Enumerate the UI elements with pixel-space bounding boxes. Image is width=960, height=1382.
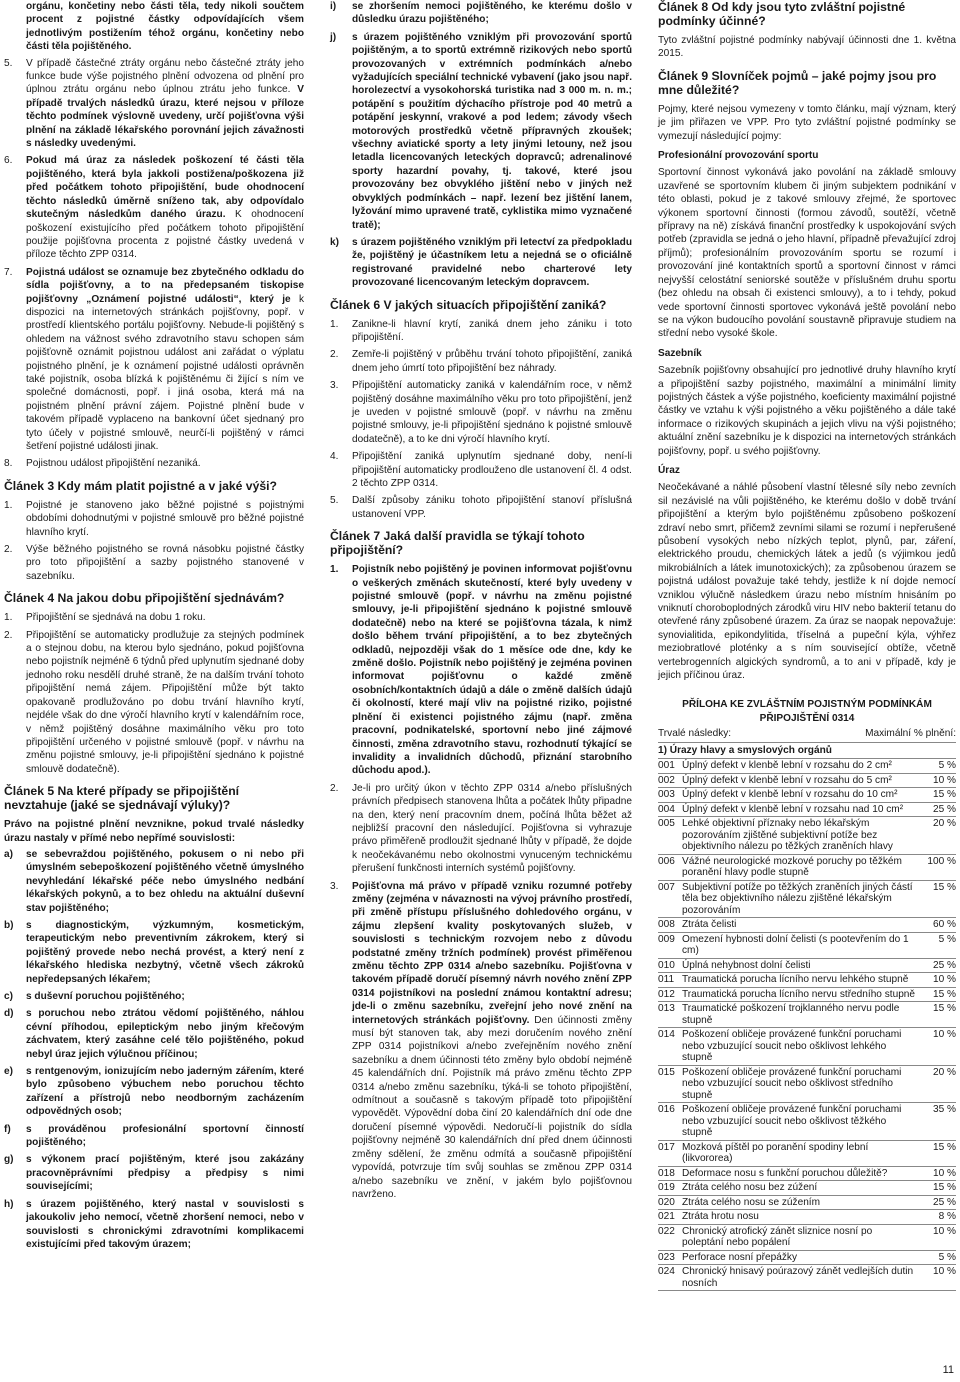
row-desc: Mozková píštěl po poranění spodiny lební (likvororea) <box>682 1141 869 1165</box>
term-rate-table-def: Sazebník pojišťovny obsahující pro jednotlivé druhy hlavního krytí a připojištění sazby pojistného, maximální a minimální limity pojistných částek a výše pojistného, koeficienty maximální pojistné částky ve vztahu k výši pojistného a věku pojištěného a dále také informace o rizikových skupinách a jejich vlivu na výši pojistného; aktuální znění sazebníku je k dispozici na internetových stránkách pojišťovny, popř. u svého pojišťovny. <box>658 365 956 457</box>
column-left <box>4 0 304 1255</box>
article-7-item-1: 1. Pojistník nebo pojištěný je povinen informovat pojišťovnu o veškerých změnách skutečností, které byly uvedeny v pojistné smlouvě (popř. v návrhu na změnu pojistné smlouvy, je-li připojištění sjednáno k pojistné smlouvě dodatečně) nebo na které se pojišťovna tázala, k nimž došlo během trvání připojištění, a to bez zbytečných odkladů, nejpozději však do 1 měsíce ode dne, kdy ke změně došlo. Pojistník nebo pojištěný je zejména povinen informovat pojišťovnu o každé změně osobních/kontaktních údajů a dále o změně dalších údajů či okolností, které mají vliv na pojistné riziko, pojistné plnění či existenci pojistného zájmu (např. změna pracovní, podnikatelské, sportovní nebo jiné zájmové činnosti, změna zdravotního stavu, rozhodnutí týkající se invalidity a invalidních důchodů, přiznání starobního důchodu apod.). <box>330 564 632 777</box>
row-desc: Poškození obličeje provázené funkční poruchami nebo vzbuzující soucit nebo ošklivost středního stupně <box>682 1066 902 1101</box>
row-desc: Úplný defekt v klenbě lební v rozsahu do 5 cm² <box>682 774 892 786</box>
article-6-item-3: 3. Připojištění automaticky zaniká v kalendářním roce, v němž pojištěný dosáhne maximálního věku pro toto připojištění, jenž je uveden v pojistné smlouvě (popř. v návrhu na změnu pojistné smlouvy, je-li připojištění sjednáno k pojistné smlouvě dodatečně), a to ke dni výročí hlavního krytí. <box>330 380 632 445</box>
table-row <box>658 959 956 974</box>
row-pct: 25 % <box>932 803 956 815</box>
row-desc: Traumatická porucha lícního nervu středního stupně <box>682 988 916 1000</box>
row-code: 019 <box>658 1182 675 1194</box>
exclusion-a: a) se sebevraždou pojištěného, pokusem o ni nebo při úmyslném sebepoškození pojištěného včetně úmyslného nevyhledání lékařské péče nebo úmyslného nedbání lékařských pokynů, a to bez ohledu na aktuální duševní stav pojištěného; <box>4 848 304 914</box>
row-pct: 10 % <box>932 1029 956 1041</box>
row-code: 018 <box>658 1167 675 1179</box>
table-row <box>658 973 956 988</box>
exclusion-j: j) s úrazem pojištěného vzniklým při provozování sportů pojištěným, a to sportů extrémně rizikových nebo sportů provozovaných v extrémních podmínkách a/nebo vyžadujících speciální technické vybavení (jako jsou např. horolezectví a vysokohorská turistika nad 3 000 m. n. m.; potápění s použitím dýchacího přístroje pod 40 metrů a potápění jeskynní, vrakové a pod ledem; závody všech motorových prostředků včetně přípravných zkoušek; všechny aviatické sporty a lety jinými letouny, než jsou letadla licencovaných leteckých dopravců; adrenalinové sporty hazardní povahy, tj. takové, které jsou provozovány bez obvyklého jištění nebo v jiných než obvyklých podmínkách – např. lezení bez jištění lanem, lyžování mimo upravené tratě, cyklistika mimo vyznačené tratě); <box>330 31 632 231</box>
exclusion-h: h) s úrazem pojištěného, který nastal v souvislosti s jakoukoliv jeho nemocí, včetně zhoršení nemoci, nebo v souvislosti s chronickými zdravotními komplikacemi existujícími před takovým úrazem; <box>4 1198 304 1250</box>
article-2-item-5: 5. V případě částečné ztráty orgánu nebo částečné ztráty jeho funkce bude výše pojistného plnění odvozena od plnění pro úplnou ztrátu orgánu nebo úplnou ztrátu jeho funkce. V případě trvalých následků úrazu, které nejsou v příloze těchto podmínek výslovně uvedeny, určí pojišťovna výši plnění na základě lékařského porovnání jejich závažnosti s následky uvedenými. <box>4 57 304 150</box>
term-injury-def: Neočekávané a náhlé působení vlastní tělesné síly nebo zevních sil nezávislé na vůli pojištěného, ke kterému došlo v době trvání připojištění a kterým bylo pojištěnému způsobeno poškození zdraví nebo smrt, přičemž zevními silami se rozumí i nepřerušené působení vysokých nebo nízkých teplot, plynů, par, záření, elektrického proudu, chemických látek a jedů (s výjimkou jedů mikrobiálních a látek imunotoxických); za způsobenou úrazem se pojistná událost považuje také tehdy, jestliže k ní dojde nemocí vzniklou výlučně následkem úrazu nebo místním hnisáním po vniknutí choroboplodných zárodků viru HIV nebo bakterií tetanu do otevřené rány způsobené úrazem. Za úraz se naopak nepovažuje: synovialitida, epikondylitida, tříselná a pupeční kýla, výhřez meziobratlové ploténky a s ním související obtíže, včetně vertebrogenních algických syndromů, a to ani v případě, kdy je jejich příčinou úraz. <box>658 482 956 682</box>
row-desc: Poškození obličeje provázené funkční poruchami nebo vzbuzující soucit nebo ošklivost lehkého stupně <box>682 1029 902 1064</box>
row-desc: Deformace nosu s funkční poruchou důležitě? <box>682 1167 888 1179</box>
row-pct: 20 % <box>932 818 956 830</box>
column-middle <box>330 0 632 1205</box>
row-desc: Ztráta celého nosu bez zúžení <box>682 1182 818 1194</box>
row-code: 010 <box>658 959 675 971</box>
row-pct: 15 % <box>932 1182 956 1194</box>
row-pct: 10 % <box>932 774 956 786</box>
article-7-item-3: 3. Pojišťovna má právo v případě vzniku rozumné potřeby změny (zejména v návaznosti na vývoj právního prostředí, při změně přístupu příslušného dohledového orgánu, v zájmu zlepšení kvality poskytovaných služeb, v souvislosti s technickým rozvojem nebo z důvodu podstatné změny tržních podmínek) provést přiměřenou změnu těchto ZPP 0314 a/nebo sazebníku. Pojišťovna v takovém případě doručí písemný návrh nového znění ZPP 0314 pojistníkovi na poslední známou kontaktní adresu; jde-li o změnu sazebníku, zveřejní jeho nové znění na internetových stránkách pojišťovny. Den účinnosti změny musí být stanoven tak, aby mezi doručením nového znění ZPP 0314 pojistníkovi a/nebo zveřejněním nového znění sazebníku a dnem účinnosti této změny bylo období nejméně 45 kalendářních dní. Pojistník má právo změnu těchto ZPP 0314 a/nebo změnu sazebníku, týká-li se tohoto připojištění, odmítnout a současně s takovým případě toto připojištění vypovědět. Výpovědní doba činí 20 kalendářních dní ode dne doručení písemné výpovědi. Nedoručí-li pojistník do sídla pojišťovny nejméně 30 kalendářních dní před dnem účinnosti změny sdělení, že změnu odmítá a současně připojištění vypovídá, potvrzuje tím svůj souhlas se změnou ZPP 0314 a/nebo sazebníku ve znění, v jakém bylo pojišťovnou navrženo. <box>330 880 632 1200</box>
row-pct: 5 % <box>938 1251 956 1263</box>
table-row <box>658 803 956 818</box>
row-pct: 15 % <box>932 789 956 801</box>
row-pct: 8 % <box>938 1211 956 1223</box>
page-number: 11 <box>942 1364 954 1376</box>
table-row <box>658 1141 956 1167</box>
row-desc: Lehké objektivní příznaky nebo lékařským pozorováním zjištěné subjektivní potíže bez objektivního nálezu po těžkých zraněních hlavy <box>682 818 893 853</box>
table-row <box>658 1066 956 1104</box>
table-row <box>658 933 956 959</box>
table-row <box>658 1251 956 1266</box>
row-desc: Omezení hybnosti dolní čelisti (s pootevřením do 1 cm) <box>682 933 909 957</box>
table-row <box>658 1210 956 1225</box>
row-code: 005 <box>658 818 675 830</box>
article-3-item-2: 2. Výše běžného pojistného se rovná násobku pojistné částky pro toto připojištění a sazby pojistného stanovené v sazebníku. <box>4 544 304 582</box>
row-code: 001 <box>658 760 675 772</box>
article-5-intro: Právo na pojistné plnění nevznikne, pokud trvalé následky úrazu nastaly v přímé nebo nepřímé souvislosti: <box>4 819 304 844</box>
article-3-item-1: 1. Pojistné je stanoveno jako běžné pojistné s pojistnými obdobími dohodnutými v pojistné smlouvě pro běžné pojistné hlavního krytí. <box>4 499 304 538</box>
table-row <box>658 1103 956 1141</box>
row-code: 016 <box>658 1104 675 1116</box>
term-professional-sport-def: Sportovní činnost vykonává jako povolání na základě smlouvy uzavřené se sportovním klubem či jiným subjektem podnikání v této oblasti, pokud je z takové smlouvy zřejmé, že sportovec výkonem sportovní činnosti (formou závodů, soutěží, včetně přípravy na ně) získává finanční prostředky k uspokojování svých potřeb (zpravidla se jedná o jeho hlavní, případně převažující zdroj příjmů); profesionálním provozováním sportu se rozumí i provozování jiné kontaktních sportů a sportovní činnost v rámci nejvyšší celostátní seniorské soutěže v příslušném druhu sportu (bez ohledu na obsah či existenci smlouvy), a to i tehdy, pokud vede sportovní činnosti sportovec vykonává ještě povolání nebo se na výkon budoucího povolání soustavně připravuje studiem na střední nebo vysoké škole. <box>658 167 956 340</box>
article-7-heading: Článek 7 Jaká další pravidla se týkají tohoto připojištění? <box>330 529 585 558</box>
article-6-item-4: 4. Připojištění zaniká uplynutím sjednané doby, není-li připojištění automaticky prodlouženo dle ustanovení čl. 4 odst. 2 těchto ZPP 0314. <box>330 451 632 489</box>
row-pct: 5 % <box>938 933 956 945</box>
row-desc: Ztráta hrotu nosu <box>682 1211 759 1223</box>
row-pct: 10 % <box>932 974 956 986</box>
continued-paragraph: orgánu, končetiny nebo části těla, tedy nikoli součtem procent z pojistné částky odpovídajících všem jednotlivým postižením téhož orgánu, končetiny nebo části těla pojištěného. <box>26 1 304 53</box>
row-pct: 60 % <box>932 919 956 931</box>
row-pct: 15 % <box>932 881 956 893</box>
row-pct: 25 % <box>932 1196 956 1208</box>
row-desc: Traumatická porucha lícního nervu lehkého stupně <box>682 974 909 986</box>
row-desc: Chronický hnisavý poúrazový zánět vedlejších dutin nosních <box>682 1266 914 1289</box>
row-desc: Poškození obličeje provázené funkční poruchami nebo vzbuzující soucit nebo ošklivost těžkého stupně <box>682 1104 902 1139</box>
row-code: 009 <box>658 933 675 945</box>
term-rate-table: Sazebník <box>658 347 702 359</box>
row-desc: Subjektivní potíže po těžkých zraněních jiných částí těla bez objektivního nálezu zjištěné lékařským pozorováním <box>682 881 913 916</box>
row-pct: 5 % <box>938 760 956 772</box>
column-right <box>658 0 956 1291</box>
row-code: 003 <box>658 789 675 801</box>
row-pct: 20 % <box>932 1066 956 1078</box>
row-desc: Traumatické poškození trojklanného nervu podle stupně <box>682 1003 900 1026</box>
table-row <box>658 881 956 919</box>
article-2-item-8: 8. Pojistnou událost připojištění nezaniká. <box>4 458 201 470</box>
exclusion-f: f) s prováděnou profesionální sportovní činností pojištěného; <box>4 1123 304 1149</box>
table-row <box>658 774 956 789</box>
table-row <box>658 1196 956 1211</box>
row-code: 024 <box>658 1266 675 1278</box>
row-desc: Ztráta čelisti <box>682 919 737 931</box>
annex-table-body <box>658 759 956 1291</box>
article-7-item-2: 2. Je-li pro určitý úkon v těchto ZPP 0314 a/nebo příslušných právních předpisech stanovena lhůta a počátek lhůty připadne na den, který není pracovním dnem, počíná lhůta běžet až nejbližší pracovní den následující. Pojišťovna si vyhrazuje právo přiměřeně prodloužit sjednané lhůty v případě, že dojde k neočekávanému nebo okolnostmi vynuceným technickému přerušení funkčnosti interních systémů pojišťovny. <box>330 782 632 875</box>
row-code: 007 <box>658 881 675 893</box>
exclusion-e: e) s rentgenovým, ionizujícím nebo jaderným zářením, které bylo způsobeno výbuchem nebo poruchou těchto zařízení a přístrojů nebo neodborným zacházením odpovědných osob; <box>4 1066 304 1118</box>
article-6-item-1: 1. Zanikne-li hlavní krytí, zaniká dnem jeho zániku i toto připojištění. <box>330 318 632 343</box>
row-pct: 100 % <box>927 855 956 867</box>
article-5-heading: Článek 5 Na které případy se připojištění nevztahuje (jaké se sjednávají výluky)? <box>4 784 240 813</box>
table-row <box>658 788 956 803</box>
row-desc: Úplný defekt v klenbě lební v rozsahu do 10 cm² <box>682 789 898 801</box>
article-9-heading: Článek 9 Slovníček pojmů – jaké pojmy jsou pro mne důležité? <box>658 68 937 97</box>
row-desc: Ztráta celého nosu se zúžením <box>682 1196 821 1208</box>
exclusion-b: b) s diagnostickým, výzkumným, kosmetickým, terapeutickým nebo preventivním zákrokem, který si pojištěný provede nebo nechá provést, a který není z lékařského hlediska nezbytný, včetně všech zákroků nepředepsaných lékařem; <box>4 919 304 985</box>
article-9-intro: Pojmy, které nejsou vymezeny v tomto článku, mají význam, který je jim přiřazen ve VPP. Pro tyto zvláštní pojistné podmínky se vymezují následující pojmy: <box>658 103 956 142</box>
term-injury: Úraz <box>658 464 680 476</box>
row-desc: Úplný defekt v klenbě lební v rozsahu nad 10 cm² <box>682 803 904 815</box>
row-code: 014 <box>658 1029 675 1041</box>
row-desc: Úplná nehybnost dolní čelisti <box>682 959 811 971</box>
article-8-heading: Článek 8 Od kdy jsou tyto zvláštní pojistné podmínky účinné? <box>658 0 906 28</box>
row-code: 008 <box>658 919 675 931</box>
table-row <box>658 817 956 855</box>
article-4-heading: Článek 4 Na jakou dobu připojištění sjednávám? <box>4 591 285 606</box>
row-pct: 15 % <box>932 1003 956 1015</box>
row-pct: 25 % <box>932 959 956 971</box>
article-4-item-2: 2. Připojištění se automaticky prodlužuje za stejných podmínek a o stejnou dobu, na kterou bylo sjednáno, pokud pojišťovna nebo pojistník nejméně 6 týdnů před uplynutím sjednané doby jednoho roku nesdělí druhé straně, že na dalším trvání tohoto připojištění nemá zájem. Připojištění může být takto opakovaně prodlužováno po dobu trvání hlavního krytí, nejdéle však do dne výročí hlavního krytí v kalendářním roce, v němž pojištěný dosáhne maximálního věku pro toto připojištění určeného v pojistné smlouvě (popř. v návrhu na změnu pojistné smlouvy, je-li připojištění sjednáno k pojistné smlouvě dodatečně). <box>4 629 304 775</box>
row-code: 006 <box>658 855 675 867</box>
article-4-item-1: 1. Připojištění se sjednává na dobu 1 roku. <box>4 612 206 624</box>
row-pct: 15 % <box>932 1141 956 1153</box>
table-row <box>658 988 956 1003</box>
col-consequences: Trvalé následky: <box>658 728 732 740</box>
row-code: 004 <box>658 803 675 815</box>
row-code: 012 <box>658 988 675 1000</box>
row-code: 013 <box>658 1003 675 1015</box>
row-code: 015 <box>658 1066 675 1078</box>
article-2-item-7: 7. Pojistná událost se oznamuje bez zbytečného odkladu do sídla pojišťovny, a to na předepsaném tiskopise pojišťovny „Oznámení pojistné události“, který je k dispozici na internetových stránkách pojišťovny, popř. v prostředí klientského portálu pojišťovny. Nebude-li pojištěný s ohledem na vážnost svého zdravotního stavu schopen sám pojišťovně oznámit pojistnou událost ani zařádat o výplatu pojistného plnění, je k oznámení pojistné události oprávněn také pojistník, osoba blízká k pojištěnému či žijící s ním ve společné domácnosti, popř. i jiná osoba, která má na pojistném plnění právní zájem. Pojistné plnění bude v takovém případě vyplaceno na bankovní účet sjednaný pro tyto účely v pojistné smlouvě, neurčí-li pojištěný v rámci šetření pojistné události jinak. <box>4 266 304 452</box>
annex-title: PŘÍLOHA KE ZVLÁŠTNÍM POJISTNÝM PODMÍNKÁM PŘIPOJIŠTĚNÍ 0314 <box>682 699 932 724</box>
row-pct: 10 % <box>932 1167 956 1179</box>
exclusion-k: k) s úrazem pojištěného vzniklým při letectví za předpokladu že, pojištěný je účastníkem letu a nejedná se o oficiálně registrované pravidelné nebo charterové lety provozované licencovaným leteckým dopravcem. <box>330 236 632 289</box>
table-row <box>658 759 956 774</box>
row-code: 022 <box>658 1225 675 1237</box>
article-3-heading: Článek 3 Kdy mám platit pojistné a v jaké výši? <box>4 478 277 493</box>
term-professional-sport: Profesionální provozování sportu <box>658 150 819 162</box>
annex-section-head: 1) Úrazy hlavy a smyslových orgánů <box>658 743 956 759</box>
article-6-heading: Článek 6 V jakých situacích připojištění zaniká? <box>330 297 607 312</box>
col-max-percent: Maximální % plnění: <box>865 728 956 740</box>
exclusion-c: c) s duševní poruchou pojištěného; <box>4 991 185 1002</box>
row-code: 023 <box>658 1251 675 1263</box>
row-pct: 10 % <box>932 1225 956 1237</box>
table-row <box>658 918 956 933</box>
row-desc: Úplný defekt v klenbě lební v rozsahu do 2 cm² <box>682 760 892 772</box>
article-6-item-2: 2. Zemře-li pojištěný v průběhu trvání tohoto připojištění, zaniká dnem jeho úmrtí toto připojištění bez náhrady. <box>330 349 632 374</box>
table-row <box>658 1181 956 1196</box>
exclusion-d: d) s poruchou nebo ztrátou vědomí pojištěného, náhlou cévní příhodou, epileptickým nebo jiným křečovým záchvatem, který zasáhne celé tělo pojištěného, pokud nebyl úraz jejich výlučnou příčinou; <box>4 1008 304 1060</box>
row-pct: 15 % <box>932 988 956 1000</box>
article-2-item-6: 6. Pokud má úraz za následek poškození té části těla pojištěného, která byla jakkoli postižena/poškozena již před počátkem tohoto připojištění, bude ohodnocení těchto následků úměrně sníženo tak, aby odpovídalo skutečným následkům daného úrazu. K ohodnocení poškození existujícího před počátkem tohoto připojištění použije pojišťovna procenta z pojistné částky uvedená v příloze těchto ZPP 0314. <box>4 155 304 261</box>
row-code: 017 <box>658 1141 675 1153</box>
row-desc: Chronický atrofický zánět sliznice nosní po poleptání nebo popálení <box>682 1225 873 1249</box>
table-row <box>658 1225 956 1251</box>
row-desc: Perforace nosní přepážky <box>682 1251 798 1263</box>
row-pct: 35 % <box>932 1104 956 1116</box>
table-row <box>658 1028 956 1066</box>
table-row <box>658 1002 956 1028</box>
table-row <box>658 1265 956 1291</box>
row-code: 021 <box>658 1211 675 1223</box>
row-pct: 10 % <box>932 1266 956 1278</box>
table-row <box>658 855 956 881</box>
row-desc: Vážné neurologické mozkové poruchy po těžkém poranění hlavy podle stupně <box>682 855 902 879</box>
article-8-text: Tyto zvláštní pojistné podmínky nabývají účinnosti dne 1. května 2015. <box>658 35 956 60</box>
table-row <box>658 1167 956 1182</box>
row-code: 020 <box>658 1196 675 1208</box>
row-code: 011 <box>658 974 675 986</box>
exclusion-g: g) s výkonem prací pojištěným, které jsou zakázány pracovněprávními předpisy a předpisy s nimi souvisejícími; <box>4 1154 304 1193</box>
article-6-item-5: 5. Další způsoby zániku tohoto připojištění stanoví příslušná ustanovení VPP. <box>330 495 632 520</box>
exclusion-i: i) se zhoršením nemoci pojištěného, ke kterému došlo v důsledku úrazu pojištěného; <box>330 1 632 26</box>
row-code: 002 <box>658 774 675 786</box>
annex-table-header <box>658 727 956 742</box>
